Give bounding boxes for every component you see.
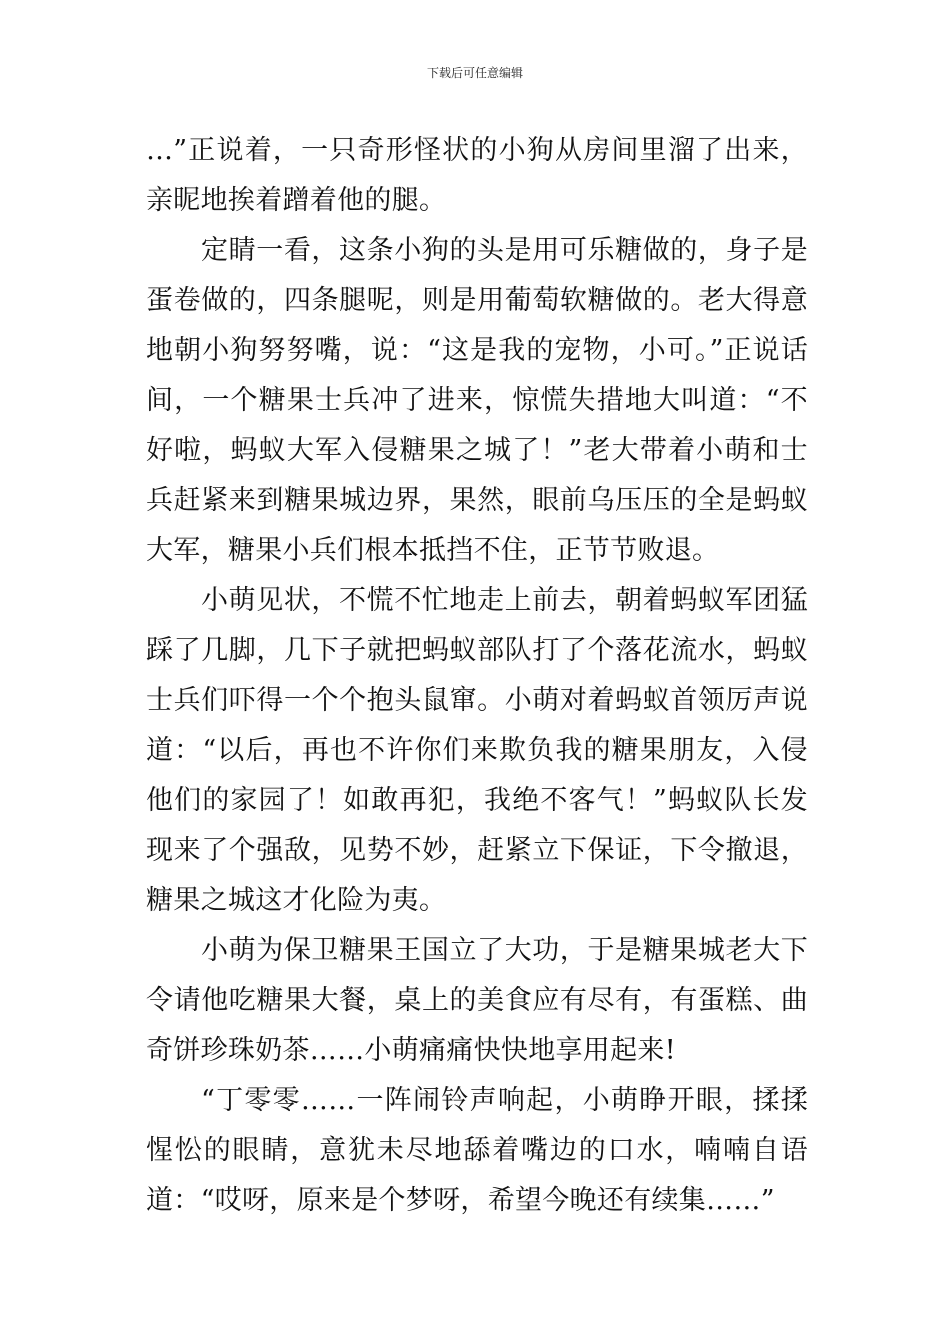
paragraph-candy-feast: 小萌为保卫糖果王国立了大功，于是糖果城老大下令请他吃糖果大餐，桌上的美食应有尽有，有蛋糕、曲奇饼珍珠奶茶……小萌痛痛快快地享用起来! [146,935,808,1066]
page-header: 下载后可任意编辑 [426,66,523,80]
paragraph-continuation: …”正说着，一只奇形怪状的小狗从房间里溜了出来，亲昵地挨着蹭着他的腿。 [146,135,808,216]
paragraph-candy-dog: 定睛一看，这条小狗的头是用可乐糖做的，身子是蛋卷做的，四条腿呢，则是用葡萄软糖做的。老大得意地朝小狗努努嘴，说：“这是我的宠物，小可。”正说话间，一个糖果士兵冲了进来，惊慌失措地大叫道：“不好啦，蚂蚁大军入侵糖果之城了！”老大带着小萌和士兵赶紧来到糖果城边界，果然，眼前乌压压的全是蚂蚁大军，糖果小兵们根本抵挡不住，正节节败退。 [146,235,808,566]
paragraph-alarm-wakeup: “丁零零……一阵闹铃声响起，小萌睁开眼，揉揉惺忪的眼睛，意犹未尽地舔着嘴边的口水，喃喃自语道：“哎呀，原来是个梦呀，希望今晚还有续集……” [146,1085,808,1216]
paragraph-ant-army: 小萌见状，不慌不忙地走上前去，朝着蚂蚁军团猛踩了几脚，几下子就把蚂蚁部队打了个落花流水，蚂蚁士兵们吓得一个个抱头鼠窜。小萌对着蚂蚁首领厉声说道：“以后，再也不许你们来欺负我的糖果朋友，入侵他们的家园了！如敢再犯，我绝不客气！”蚂蚁队长发现来了个强敌，见势不妙，赶紧立下保证，下令撤退，糖果之城这才化险为夷。 [146,585,808,916]
story-body [146,126,808,1226]
